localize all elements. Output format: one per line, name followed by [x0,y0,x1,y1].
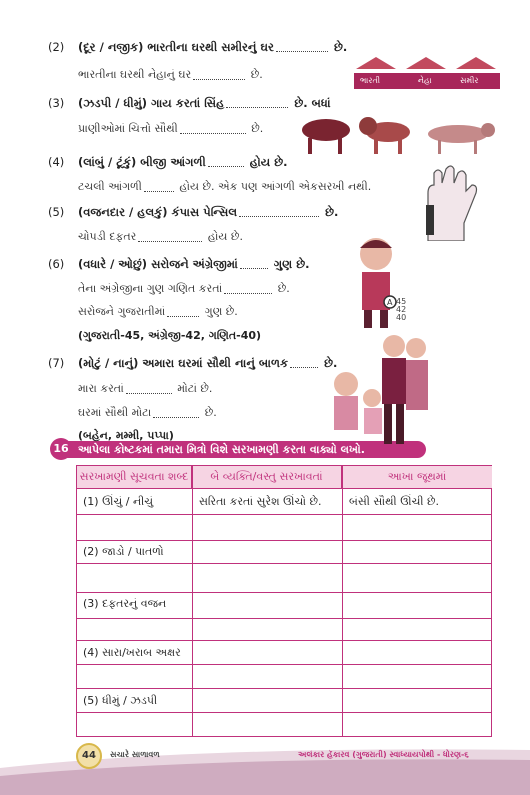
section-title: આપેલા કોષ્ટકમાં તમારા મિત્રો વિશે સરખામણી કરતા વાક્યો લખો. [78,443,365,456]
answer-blank[interactable] [276,43,328,52]
sign-label-bharti: ભારતી [360,76,381,85]
svg-text:A: A [387,298,393,307]
exercise-5-number: (5) [48,205,65,219]
exercise-2-line2: ભારતીના ઘરથી નેહાનું ઘર છે. [78,68,263,81]
family-illustration [322,332,432,446]
exercise-2-question: (દૂર / નજીક) ભારતીના ઘરથી સમીરનું ઘર છે. [78,40,348,54]
exercise-3-question: (ઝડપી / ધીમું) ગાય કરતાં સિંહ છે. બધાં [78,96,331,110]
answer-blank[interactable] [290,359,318,368]
answer-blank[interactable] [193,71,245,80]
answer-blank[interactable] [167,308,199,317]
answer-blank[interactable] [224,285,272,294]
exercise-7-line2: મારા કરતાં મોટાં છે. [78,382,213,395]
exercise-6-question: (વધારે / ઓછું) સરોજને અંગ્રેજીમાં ગુણ છે. [78,257,310,271]
exercise-7-hint: (બહેન, મમ્મી, પપ્પા) [78,429,174,442]
footer-right-text: અલંકાર હૅકારવ (ગુજરાતી) સ્વાધ્યાયપોથી - ધોરણ-૬ [298,750,469,759]
hand-illustration [418,163,480,241]
exercise-5-line2: ચોપડી દફતર હોય છે. [78,230,243,243]
answer-blank[interactable] [144,183,174,192]
answer-blank[interactable] [138,233,202,242]
page-footer [0,740,530,795]
sign-label-neha: નેહા [418,76,432,85]
exercise-3-line2: પ્રાણીઓમાં ચિત્તો સૌથી છે. [78,122,264,135]
exercise-4-number: (4) [48,155,65,169]
table-header-word: સરખામણી સૂચવતા શબ્દ [77,466,192,488]
animals-illustration [298,112,498,156]
answer-blank[interactable] [153,409,199,418]
answer-blank[interactable] [240,260,268,269]
answer-blank[interactable] [180,125,246,134]
comparison-table [76,465,492,737]
table-header-group: આખા જૂથમાં [342,466,492,488]
exercise-6-hint: (ગુજરાતી-45, અંગ્રેજી-42, ગણિત-40) [78,329,262,342]
table-row-2-word: (2) જાડો / પાતળો [83,545,164,558]
exercise-2-number: (2) [48,40,65,54]
exercise-6-line3: સરોજને ગુજરાતીમાં ગુણ છે. [78,305,238,318]
answer-blank[interactable] [208,158,244,167]
footer-left-text: સચારે સાળાવળ [110,750,160,759]
exercise-4-line2: ટચલી આંગળી હોય છે. એક પણ આંગળી એકસરખી નથી. [78,180,372,193]
exercise-7-number: (7) [48,356,65,370]
table-row-4-word: (4) સારા/ખરાબ અક્ષર [83,646,181,659]
table-row-1-word: (1) ઊંચું / નીચું [83,495,154,508]
table-header-compare: બે વ્યક્તિ/વસ્તુ સરખાવતાં [192,466,342,488]
exercise-6-line2: તેના અંગ્રેજીના ગુણ ગણિત કરતાં છે. [78,282,290,295]
exercise-5-question: (વજનદાર / હલકું) કંપાસ પેન્સિલ છે. [78,205,339,219]
houses-illustration [354,55,500,89]
exercise-3-number: (3) [48,96,65,110]
table-row-1-compare[interactable]: સરિતા કરતાં સુરેશ ઊંચો છે. [199,495,322,508]
answer-blank[interactable] [239,208,319,217]
page-number: 44 [76,743,102,769]
answer-blank[interactable] [226,99,288,108]
exercise-6-number: (6) [48,257,65,271]
exercise-7-line3: ઘરમાં સૌથી મોટા છે. [78,406,217,419]
sign-label-samir: સમીર [460,76,479,85]
table-row-1-group[interactable]: બંસી સૌથી ઊંચી છે. [349,495,440,508]
answer-blank[interactable] [126,385,172,394]
section-number-badge: 16 [50,438,72,460]
exercise-7-question: (મોટું / નાનું) અમારા ઘરમાં સૌથી નાનું બાળક છે. [78,356,338,370]
table-row-3-word: (3) દફતરનું વજન [83,597,167,610]
exercise-4-question: (લાંબું / ટૂંકું) બીજી આંગળી હોય છે. [78,155,288,169]
table-row-5-word: (5) ધીમું / ઝડપી [83,694,158,707]
score-card: 45 42 40 [396,297,407,322]
